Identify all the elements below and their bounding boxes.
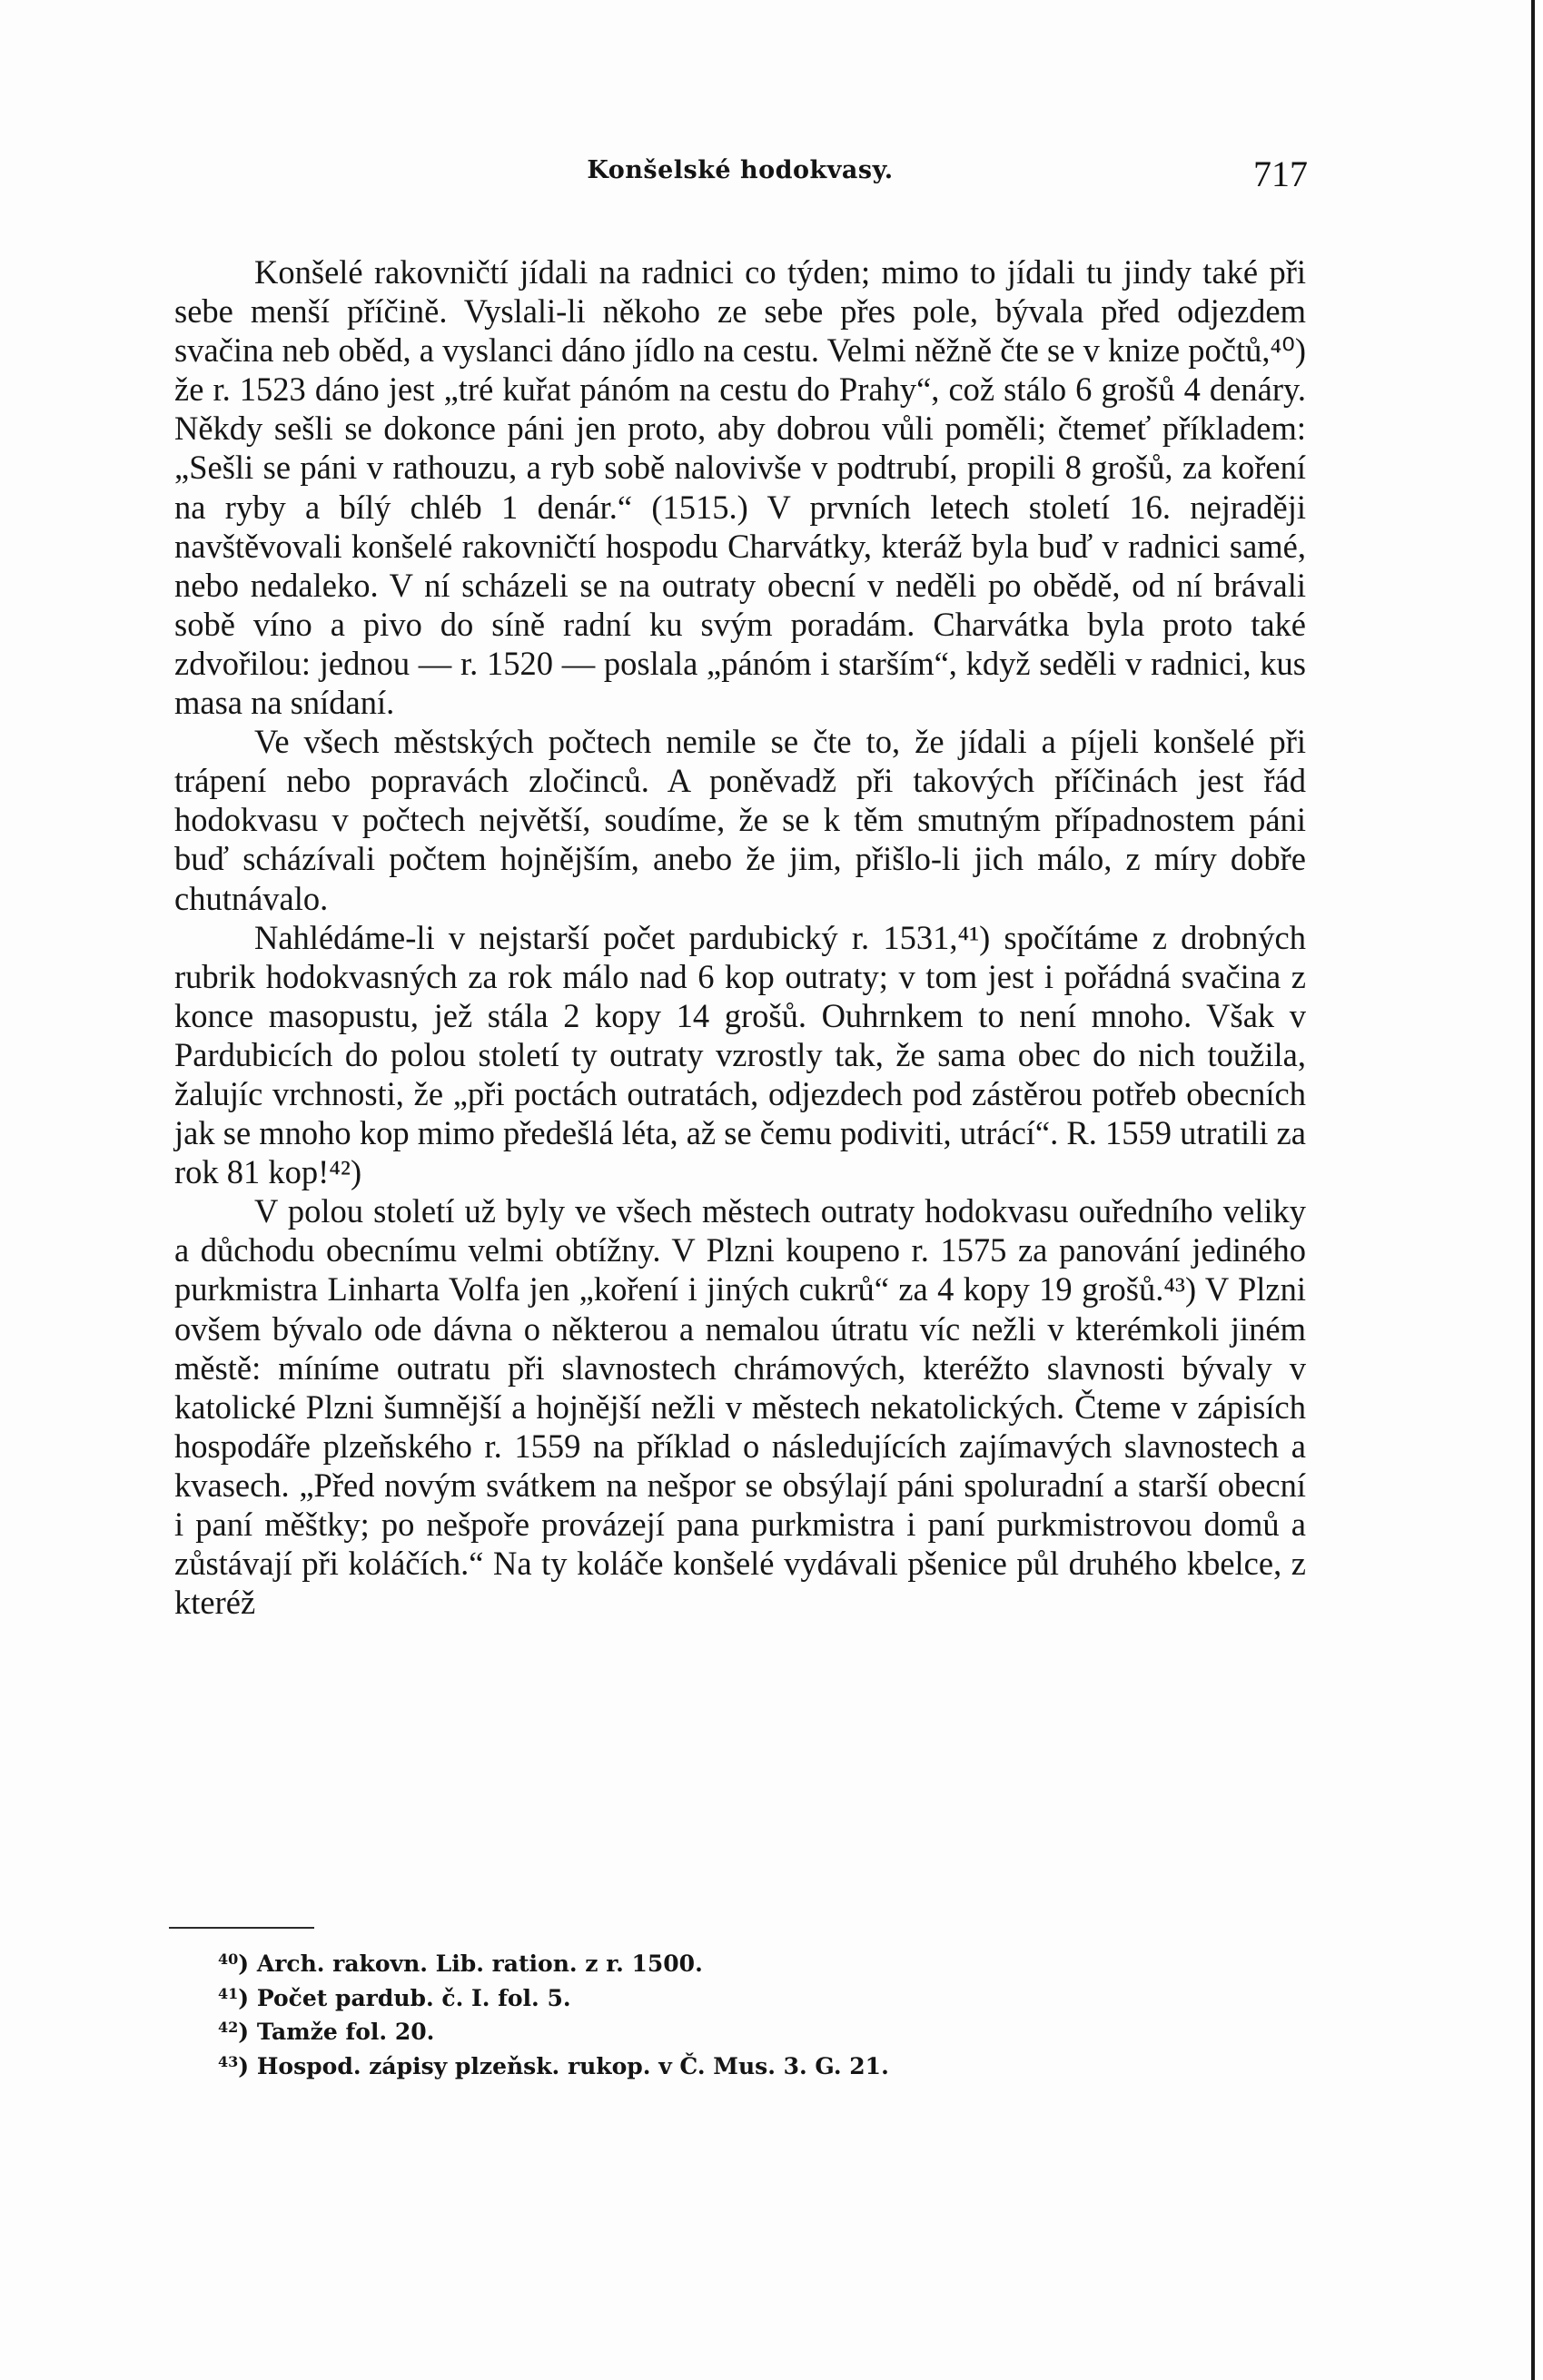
paragraph-3: Nahlédáme-li v nejstarší počet pardubický r. 1531,⁴¹) spočítáme z drobných rubrik hodokvasných za rok málo nad 6 kop outraty; v tom jest i pořádná svačina z konce masopustu, jež stála 2 kopy 14 grošů. Ouhrnkem to není mnoho. Však v Pardubicích do polou století ty outraty vzrostly tak, že sama obec do nich toužila, žalujíc vrchnosti, že „při poctách outratách, odjezdech pod zástěrou potřeb obecních jak se mnoho kop mimo předešlá léta, až se čemu podiviti, utrácí“. R. 1559 utratili za rok 81 kop!⁴²) — [174, 918, 1306, 1191]
footnote-text: Počet pardub. č. I. fol. 5. — [256, 1984, 571, 2011]
paragraph-2: Ve všech městských počtech nemile se čte to, že jídali a píjeli konšelé při trápení nebo popravách zločinců. A poněvadž při takových příčinách jest řád hodokvasu v počtech největší, soudíme, že se k těm smutným případnostem páni buď scházívali počtem hojnějším, anebo že jim, přišlo-li jich málo, z míry dobře chutnávalo. — [174, 723, 1306, 917]
page-header — [173, 153, 1308, 198]
footnote-40: $^{40}$) Arch. rakovn. Lib. ration. z r. 1500. — [218, 1950, 703, 1977]
footnote-number: 41 — [218, 1984, 239, 2002]
footnote-number: 43 — [218, 2052, 239, 2070]
footnote-text: Arch. rakovn. Lib. ration. z r. 1500. — [256, 1950, 703, 1977]
footnote-number: 42 — [218, 2019, 239, 2036]
footnotes — [218, 1945, 1126, 2081]
footnote-42: $^{42}$) Tamže fol. 20. — [218, 2019, 435, 2045]
footnote-separator — [169, 1927, 314, 1929]
running-title: Konšelské hodokvasy. — [587, 156, 894, 184]
footnote-41: $^{41}$) Počet pardub. č. I. fol. 5. — [218, 1984, 571, 2011]
footnote-43: $^{43}$) Hospod. zápisy plzeňsk. rukop. v Č. Mus. 3. G. 21. — [218, 2052, 889, 2079]
paragraph-4: V polou století už byly ve všech městech outraty hodokvasu ouředního veliky a důchodu obecnímu velmi obtížny. V Plzni koupeno r. 1575 za panování jediného purkmistra Linharta Volfa jen „koření i jiných cukrů“ za 4 kopy 19 grošů.⁴³) V Plzni ovšem bývalo ode dávna o některou a nemalou útratu víc nežli v kterémkoli jiném městě: míníme outratu při slavnostech chrámových, kteréžto slavnosti bývaly v katolické Plzni šumnější a hojnější nežli v městech nekatolických. Čteme v zápisích hospodáře plzeňského r. 1559 na příklad o následujících zajímavých slavnostech a kvasech. „Před novým svátkem na nešpor se obsýlají páni spoluradní a starší obecní i paní měštky; po nešpoře provázejí pana purkmistra i paní purkmistrovou domů a zůstávají při koláčích.“ Na ty koláče konšelé vydávali pšenice půl druhého kbelce, z kteréž — [174, 1192, 1306, 1622]
footnote-text: Hospod. zápisy plzeňsk. rukop. v Č. Mus. 3. G. 21. — [256, 2052, 889, 2079]
paragraph-1: Konšelé rakovničtí jídali na radnici co týden; mimo to jídali tu jindy také při sebe menší příčině. Vyslali-li někoho ze sebe přes pole, bývala před odjezdem svačina neb oběd, a vyslanci dáno jídlo na cestu. Velmi něžně čte se v knize počtů,⁴⁰) že r. 1523 dáno jest „tré kuřat pánóm na cestu do Prahy“, což stálo 6 grošů 4 denáry. Někdy sešli se dokonce páni jen proto, aby dobrou vůli poměli; čtemeť příkladem: „Sešli se páni v rathouzu, a ryb sobě nalovivše v podtrubí, propili 8 grošů, za koření na ryby a bílý chléb 1 denár.“ (1515.) V prvních letech století 16. nejraději navštěvovali konšelé rakovničtí hospodu Charvátky, kteráž byla buď v radnici samé, nebo nedaleko. V ní scházeli se na outraty obecní v neděli po obědě, od ní brávali sobě víno a pivo do síně radní ku svým poradám. Charvátka byla proto také zdvořilou: jednou — r. 1520 — poslala „pánóm i starším“, když seděli v radnici, kus masa na snídaní. — [174, 253, 1306, 722]
body-text — [174, 252, 1306, 1622]
page-number: 717 — [1253, 153, 1308, 194]
footnote-number: 40 — [218, 1950, 239, 1968]
footnote-text: Tamže fol. 20. — [256, 2019, 435, 2045]
